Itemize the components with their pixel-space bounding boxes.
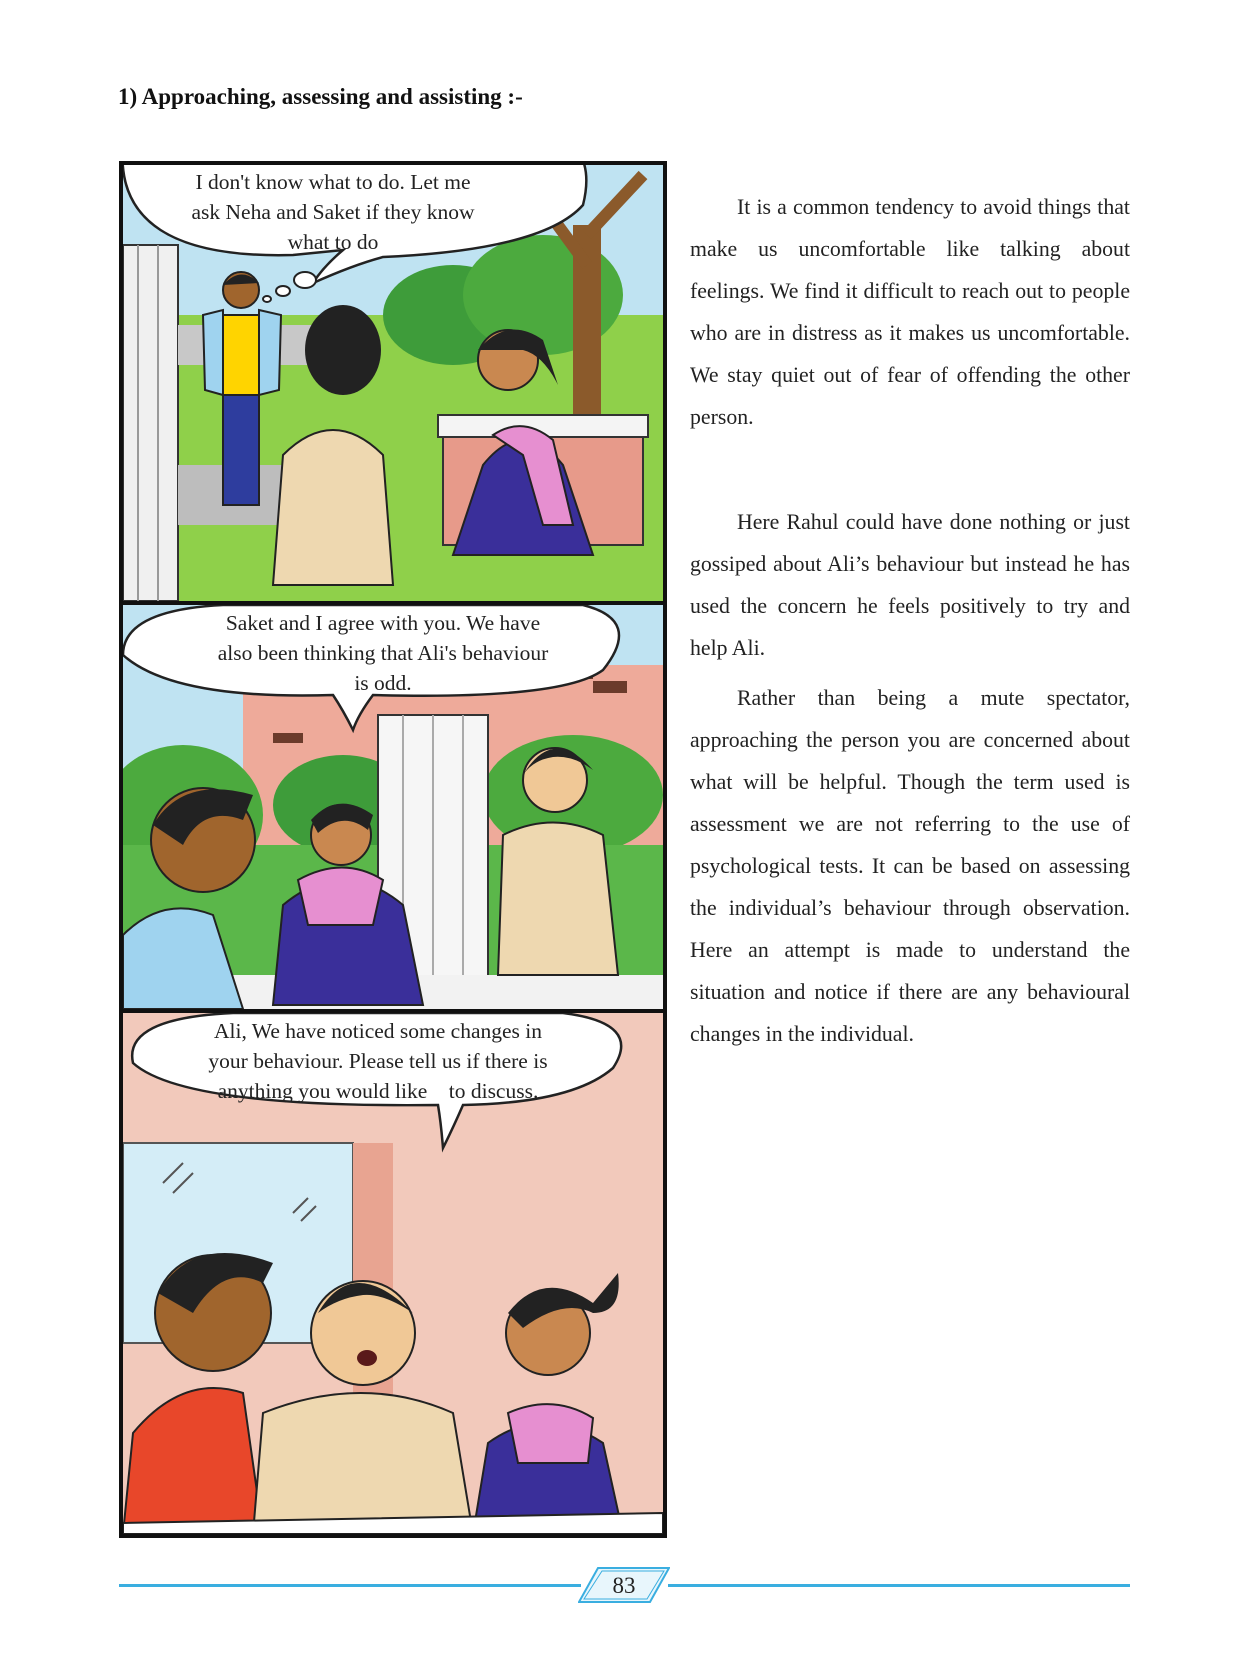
paragraph-3: Rather than being a mute spectator, approaching the person you are concerned about what will be helpful. Though the term used is assessment we are not referring to the use of psychological tests. It can be based on assessing the individual’s behaviour through observation. Here an attempt is made to understand the situation and notice if there are any behavioural changes in the individual.: [690, 686, 1130, 1046]
bubble-2-line-2: also been thinking that Ali's behaviour: [217, 641, 549, 665]
bubble-3-line-1: Ali, We have noticed some changes in: [213, 1019, 543, 1043]
bubble-3-line-3: anything you would like to discuss.: [217, 1079, 539, 1103]
paragraph-1: It is a common tendency to avoid things that make us uncomfortable like talking about feelings. We find it difficult to reach out to people who are in distress as it makes us uncomfortable. We stay quiet out of fear of offending the other person.: [690, 195, 1130, 429]
page-number: 83: [612, 1573, 636, 1598]
speech-bubble-3: [163, 1016, 593, 1106]
body-text-column: [690, 186, 1130, 1055]
footer-rule-right: [668, 1584, 1130, 1587]
bubble-2-line-1: Saket and I agree with you. We have: [225, 611, 541, 635]
speech-bubble-1: [153, 167, 513, 257]
bubble-2-line-3: is odd.: [354, 671, 412, 695]
bubble-1-line-3: what to do: [287, 230, 379, 254]
footer-rule-left: [119, 1584, 581, 1587]
speech-bubble-2: [163, 608, 603, 698]
comic-panel-2: [123, 605, 663, 1013]
section-heading: 1) Approaching, assessing and assisting :-: [118, 84, 523, 109]
comic-strip: [119, 161, 667, 1538]
bubble-1-line-2: ask Neha and Saket if they know: [191, 200, 475, 224]
comic-panel-3: [123, 1013, 663, 1534]
bubble-3-line-2: your behaviour. Please tell us if there is: [208, 1049, 548, 1073]
comic-panel-1: [123, 165, 663, 605]
paragraph-2: Here Rahul could have done nothing or just gossiped about Ali’s behaviour but instead he has used the concern he feels positively to try and help Ali.: [690, 510, 1130, 660]
bubble-1-line-1: I don't know what to do. Let me: [195, 170, 471, 194]
